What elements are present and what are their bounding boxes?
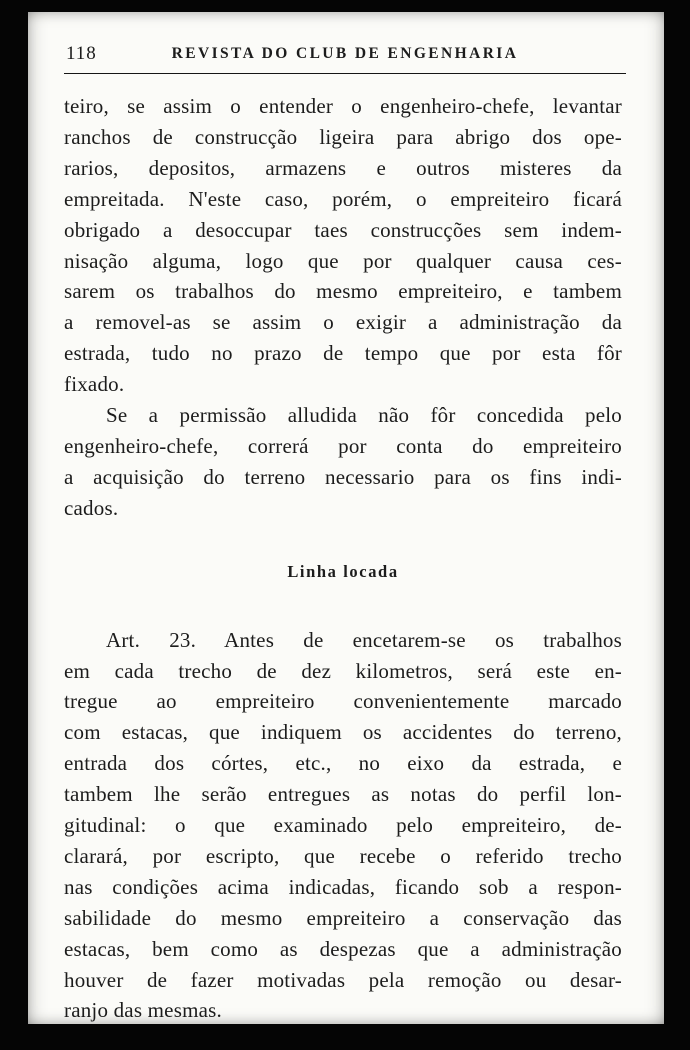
text-line: estrada, tudo no prazo de tempo que por esta fôr [64, 341, 622, 366]
text-line: sabilidade do mesmo empreiteiro a conservação das [64, 905, 622, 930]
text-line: empreitada. N'este caso, porém, o empreiteiro ficará [64, 186, 622, 211]
header-rule [64, 73, 626, 74]
text-line: a removel-as se assim o exigir a administração da [64, 310, 622, 335]
text-line: com estacas, que indiquem os accidentes do terreno, [64, 720, 622, 745]
text-line: cados. [64, 495, 119, 520]
text-line: ranchos de construcção ligeira para abrigo dos ope- [64, 124, 622, 149]
text-line: nas condições acima indicadas, ficando sob a respon- [64, 874, 622, 899]
text-line: rarios, depositos, armazens e outros misteres da [64, 155, 622, 180]
scanned-page [28, 12, 664, 1024]
text-line: em cada trecho de dez kilometros, será este en- [64, 658, 622, 683]
text-line: entrada dos córtes, etc., no eixo da estrada, e [64, 751, 622, 776]
section-heading: Linha locada [287, 561, 399, 581]
text-line: houver de fazer motivadas pela remoção ou desar- [64, 967, 622, 992]
text-line: teiro, se assim o entender o engenheiro-chefe, levantar [64, 94, 622, 118]
text-line: tambem lhe serão entregues as notas do perfil lon- [64, 782, 622, 807]
text-line: Art. 23. Antes de encetarem-se os trabalhos [106, 627, 622, 652]
page-number: 118 [66, 43, 97, 64]
paragraph-permission [64, 400, 622, 524]
text-line: Se a permissão alludida não fôr concedida pelo [106, 403, 622, 428]
journal-title: REVISTA DO CLUB DE ENGENHARIA [171, 45, 519, 62]
text-line: ranjo das mesmas. [64, 998, 222, 1023]
text-line: obrigado a desoccupar taes construcções sem indem- [64, 217, 622, 242]
text-line: sarem os trabalhos do mesmo empreiteiro, e tambem [64, 279, 622, 304]
text-line: fixado. [64, 372, 125, 397]
text-line: tregue ao empreiteiro convenientemente marcado [64, 689, 622, 714]
text-line: engenheiro-chefe, correrá por conta do empreiteiro [64, 433, 622, 458]
text-line: clarará, por escripto, que recebe o referido trecho [64, 843, 622, 868]
paragraph-continuation [64, 91, 622, 400]
text-line: nisação alguma, logo que por qualquer causa ces- [64, 248, 622, 273]
paragraph-art-23 [64, 625, 622, 1024]
page-header [64, 42, 626, 66]
text-line: a acquisição do terreno necessario para os fins indi- [64, 464, 622, 489]
text-line: gitudinal: o que examinado pelo empreiteiro, de- [64, 813, 622, 838]
text-line: estacas, bem como as despezas que a administração [64, 936, 622, 961]
page-body [64, 91, 622, 1024]
